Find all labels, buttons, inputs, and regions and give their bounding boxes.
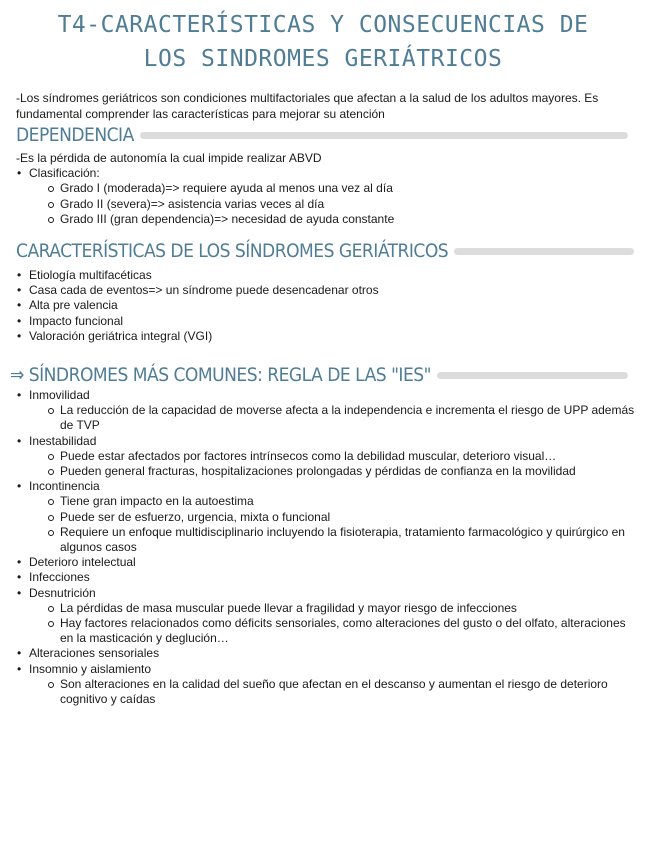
caracteristicas-list [16,268,636,344]
list-subitem: Grado I (moderada)=> requiere ayuda al menos una vez al día [16,181,636,196]
list-item: • Deterioro intelectual [16,555,636,570]
list-subitem: Tiene gran impacto en la autoestima [16,494,636,509]
list-subitem: Puede estar afectados por factores intrínsecos como la debilidad muscular, deterioro visual… [16,449,636,464]
section-header-comunes [10,364,628,386]
dependencia-definition: -Es la pérdida de autonomía la cual impide realizar ABVD [16,151,322,165]
section-title-dependencia: DEPENDENCIA [16,124,134,146]
section-divider [437,372,628,379]
section-header-caracteristicas [16,240,634,262]
list-item: • Incontinencia [16,479,636,494]
list-subitem: Hay factores relacionados como déficits sensoriales, como alteraciones del gusto o del olfato, alteraciones en la masticación y deglución… [16,616,636,646]
section-header-dependencia [16,124,628,146]
section-divider [454,248,634,255]
section-title-comunes: ⇒ SÍNDROMES MÁS COMUNES: REGLA DE LAS "IES" [10,364,431,386]
dependencia-content [16,151,636,227]
list-item: • Casa cada de eventos=> un síndrome puede desencadenar otros [16,283,636,298]
page-title-line-1: T4-CARACTERÍSTICAS Y CONSECUENCIAS DE [57,12,589,38]
list-item: • Alteraciones sensoriales [16,646,636,661]
list-subitem: Grado III (gran dependencia)=> necesidad de ayuda constante [16,212,636,227]
page-title-line-2: LOS SINDROMES GERIÁTRICOS [143,46,503,72]
list-item: • Infecciones [16,570,636,585]
list-item: • Impacto funcional [16,314,636,329]
list-subitem: Son alteraciones en la calidad del sueño que afectan en el descanso y aumentan el riesgo de deterioro cognitivo y caídas [16,677,636,707]
section-title-caracteristicas: CARACTERÍSTICAS DE LOS SÍNDROMES GERIÁTRICOS [16,240,449,262]
list-subitem: Puede ser de esfuerzo, urgencia, mixta o funcional [16,510,636,525]
intro-paragraph: -Los síndromes geriátricos son condiciones multifactoriales que afectan a la salud de los adultos mayores. Es fundamental comprender las características para mejorar su atención [16,91,599,121]
list-item: • Inmovilidad [16,388,636,403]
comunes-list [16,388,636,707]
section-divider [140,132,628,139]
list-item: • Insomnio y aislamiento [16,662,636,677]
list-subitem: Pueden general fracturas, hospitalizaciones prolongadas y pérdidas de confianza en la movilidad [16,464,636,479]
list-subitem: La pérdidas de masa muscular puede llevar a fragilidad y mayor riesgo de infecciones [16,601,636,616]
list-item: • Inestabilidad [16,434,636,449]
list-subitem: Requiere un enfoque multidisciplinario incluyendo la fisioterapia, tratamiento farmacológico y quirúrgico en algunos casos [16,525,636,555]
list-item: • Desnutrición [16,586,636,601]
list-subitem: Grado II (severa)=> asistencia varias veces al día [16,197,636,212]
list-item: • Alta pre valencia [16,298,636,313]
list-item: • Valoración geriátrica integral (VGI) [16,329,636,344]
list-subitem: La reducción de la capacidad de moverse afecta a la independencia e incrementa el riesgo de UPP además de TVP [16,403,636,433]
list-item: • Clasificación: [16,166,636,181]
list-item: • Etiología multifacéticas [16,268,636,283]
